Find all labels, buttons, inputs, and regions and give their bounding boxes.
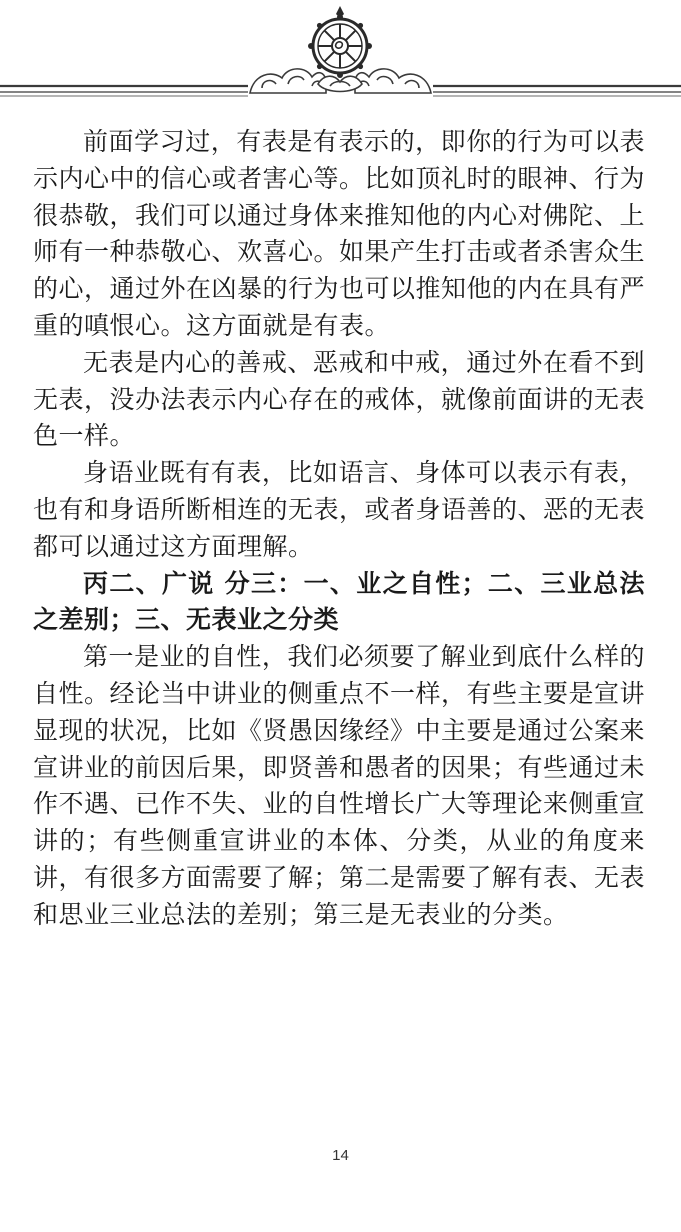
paragraph: 身语业既有有表，比如语言、身体可以表示有表，也有和身语所断相连的无表，或者身语善的、恶的无表都可以通过这方面理解。 (33, 458, 646, 561)
paragraph: 无表是内心的善戒、恶戒和中戒，通过外在看不到无表，没办法表示内心存在的戒体，就像前面讲的无表色一样。 (33, 347, 646, 451)
paragraph: 第一是业的自性，我们必须要了解业到底什么样的自性。经论当中讲业的侧重点不一样，有些主要是宣讲显现的状况，比如《贤愚因缘经》中主要是通过公案来宣讲业的前因后果，即贤善和愚者的因果；有些通过未作不遇、已作不失、业的自性增长广大等理论来侧重宣讲的；有些侧重宣讲业的本体、分类，从业的角度来讲，有很多方面需要了解；第二是需要了解有表、无表和思业三业总法的差别；第三是无表业的分类。 (33, 642, 646, 929)
page-number: 14 (332, 1147, 349, 1164)
dharma-wheel-ornament-icon (0, 0, 681, 110)
page-header (0, 0, 681, 110)
paragraph: 前面学习过，有表是有表示的，即你的行为可以表示内心中的信心或者害心等。比如顶礼时的眼神、行为很恭敬，我们可以通过身体来推知他的内心对佛陀、上师有一种恭敬心、欢喜心。如果产生打击或者杀害众生的心，通过外在凶暴的行为也可以推知他的内在具有严重的嗔恨心。这方面就是有表。 (33, 127, 646, 340)
page-body (33, 124, 645, 934)
section-heading: 丙二、广说 分三：一、业之自性；二、三业总法之差别；三、无表业之分类 (33, 568, 645, 635)
